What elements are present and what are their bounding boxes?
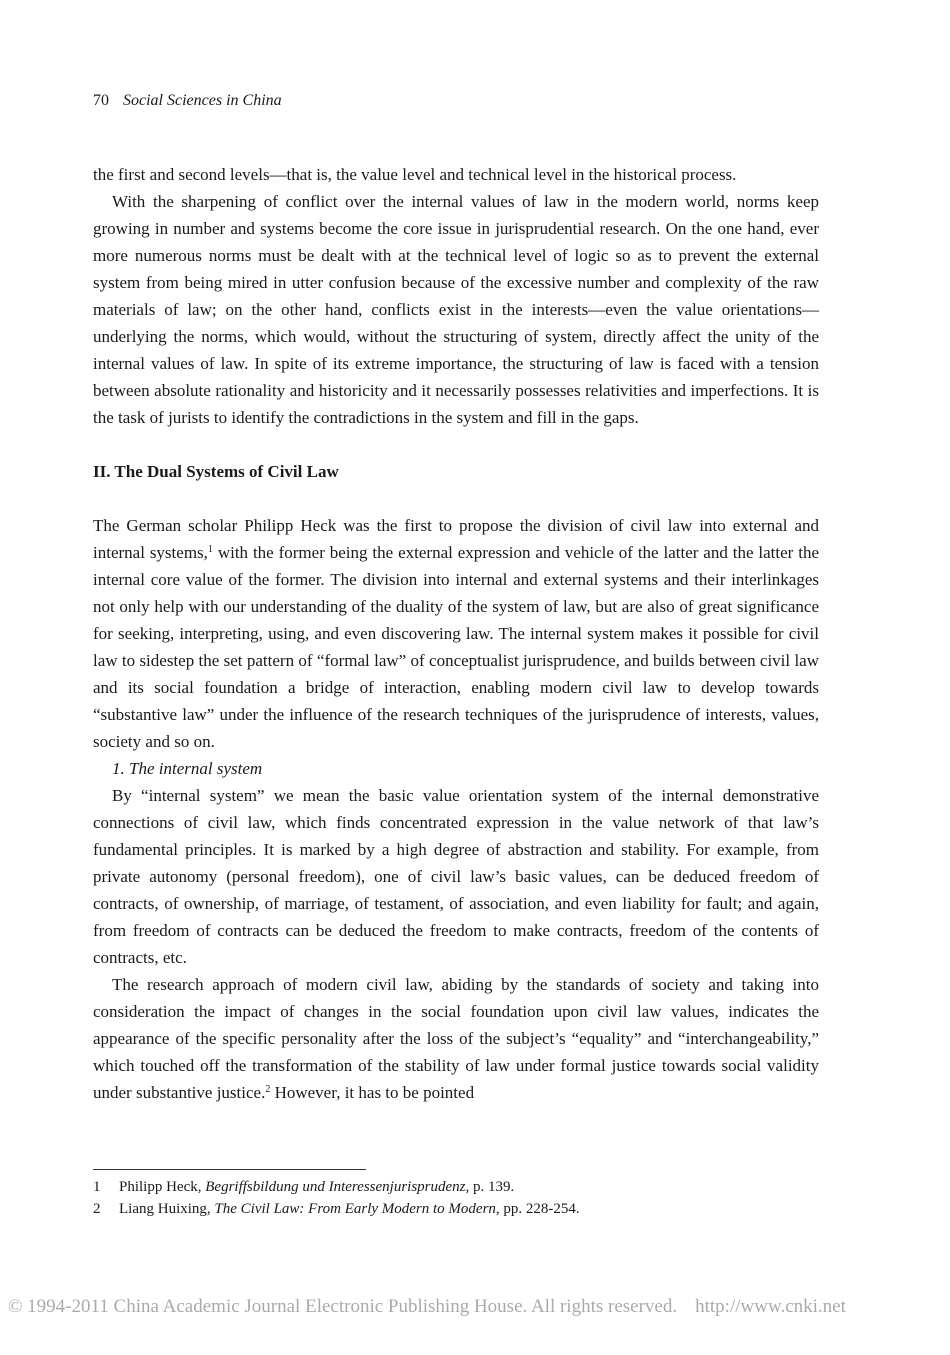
footnote-author: Liang Huixing,: [119, 1201, 215, 1217]
section-heading: II. The Dual Systems of Civil Law: [93, 462, 339, 481]
footnote-divider: [93, 1169, 366, 1170]
paragraph-heck-text-b: with the former being the external expression and vehicle of the latter and the latter the internal core value of the former. The division into internal and external systems and their interlinkages not only help with our understanding of the duality of the system of law, but are also of great significance for seeking, interpreting, using, and even discovering law. The internal system makes it possible for civil law to sidestep the set pattern of “formal law” of conceptualist jurisprudence, and builds between civil law and its social foundation a bridge of interaction, enabling modern civil law to develop towards “substantive law” under the influence of the research techniques of the jurisprudence of interests, values, society and so on.: [93, 543, 820, 751]
footnote-item: [93, 1198, 580, 1220]
paragraph-internal-system: By “internal system” we mean the basic value orientation system of the internal demonstrative connections of civil law, which finds concentrated expression in the value network of that law’s fundamental principles. It is marked by a high degree of abstraction and stability. For example, from private autonomy (personal freedom), one of civil law’s basic values, can be deduced freedom of contracts, of ownership, of marriage, of testament, of association, and even liability for fault; and again, from freedom of contracts can be deduced the freedom to make contracts, freedom of the contents of contracts, etc.: [93, 786, 819, 967]
paragraph-heck: [93, 512, 819, 755]
paragraph-research-text-b: However, it has to be pointed: [270, 1083, 475, 1102]
subsection-heading: 1. The internal system: [112, 759, 263, 778]
footer-url[interactable]: http://www.cnki.net: [695, 1296, 846, 1317]
footnote-author: Philipp Heck,: [119, 1179, 206, 1195]
article-body: [93, 161, 819, 1106]
footnote-title: The Civil Law: From Early Modern to Modern: [214, 1201, 496, 1217]
footnote-ref-2[interactable]: 2: [265, 1084, 271, 1095]
running-header: [93, 92, 282, 110]
footnote-ref-1[interactable]: 1: [207, 544, 213, 555]
copyright-footer: [8, 1296, 948, 1318]
paragraph-conflict: With the sharpening of conflict over the internal values of law in the modern world, norms keep growing in number and systems become the core issue in jurisprudential research. On the one hand, ever more numerous norms must be dealt with at the technical level of logic so as to prevent the external system from being mired in utter confusion because of the excessive number and complexity of the raw materials of law; on the other hand, conflicts exist in the interests—even the value orientations—underlying the norms, which would, without the structuring of system, directly affect the unity of the internal values of law. In spite of its extreme importance, the structuring of law is faced with a tension between absolute rationality and historicity and it necessarily possesses relativities and imperfections. It is the task of jurists to identify the contradictions in the system and fill in the gaps.: [93, 192, 819, 427]
footnote-pages: , pp. 228-254.: [495, 1201, 580, 1217]
paragraph-continuation: the first and second levels—that is, the value level and technical level in the historical process.: [93, 165, 737, 184]
footnote-number: 2: [93, 1201, 101, 1217]
footnote-pages: , p. 139.: [465, 1179, 515, 1195]
footnote-title: Begriffsbildung und Interessenjurisprudenz: [205, 1179, 466, 1195]
footnote-item: [93, 1176, 580, 1198]
paragraph-research-approach: [93, 971, 819, 1106]
copyright-text: © 1994-2011 China Academic Journal Electronic Publishing House. All rights reserved.: [8, 1296, 678, 1317]
footnotes: [93, 1176, 580, 1220]
footnote-number: 1: [93, 1179, 101, 1195]
page-number: 70: [93, 92, 109, 109]
journal-title: Social Sciences in China: [123, 92, 282, 109]
paragraph-heck-text-a: The German scholar Philipp Heck was the first to propose the division of civil law into external and internal systems,: [93, 516, 819, 562]
paragraph-research-text-a: The research approach of modern civil law, abiding by the standards of society and taking into consideration the impact of changes in the social foundation upon civil law values, indicates the appearance of the specific personality after the loss of the subject’s “equality” and “interchangeability,” which touched off the transformation of the stability of law under formal justice towards social validity under substantive justice.: [93, 975, 819, 1102]
